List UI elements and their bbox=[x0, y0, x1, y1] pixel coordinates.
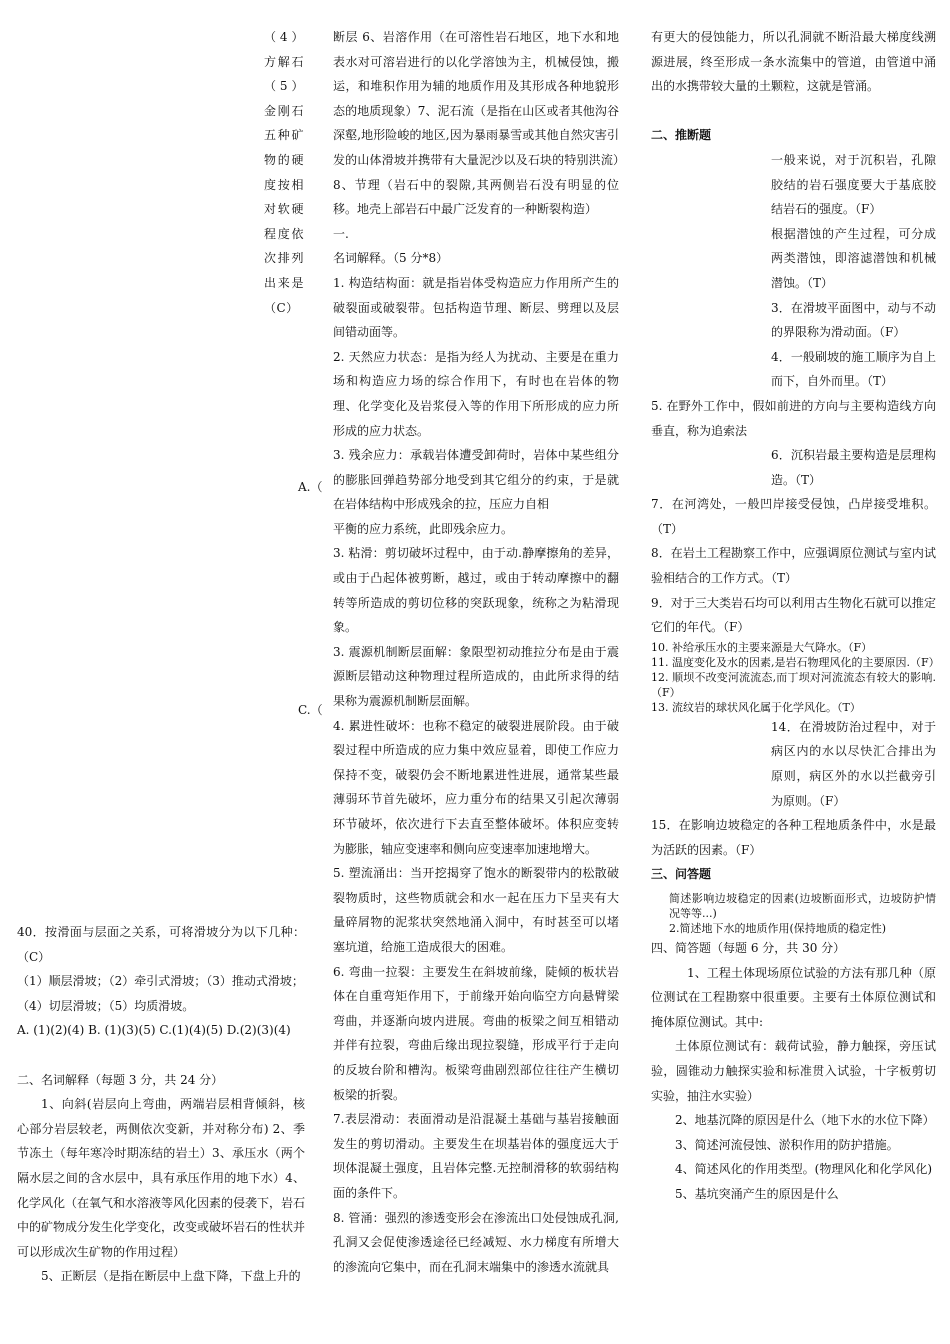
col2-section-number: 一. bbox=[333, 226, 349, 241]
judgement-15: 15．在影响边坡稳定的各种工程地质条件中，水是最为活跃的因素。（F） bbox=[651, 818, 936, 857]
judgement-6: 6．沉积岩最主要构造是层理构造。（T） bbox=[771, 448, 936, 487]
term-bending-tension: 6. 弯曲一拉裂：主要发生在斜坡前缘，陡倾的板状岩体在自重弯矩作用下，于前缘开始向临空方向悬臂梁弯曲，并逐渐向坡内进展。弯曲的板梁之间互相错动并伴有拉裂，弯曲后缘出现拉裂缝，形成平行于走向的反坡台阶和槽沟。板梁弯曲剧烈部位往往产生横切板梁的折裂。 bbox=[333, 964, 619, 1102]
column-right bbox=[651, 25, 940, 1207]
term-plastic-flow: 5. 塑流涌出：当开挖揭穿了饱水的断裂带内的松散破裂物质时，这些物质就会和水一起在压力下呈夹有大量碎屑物的泥浆状突然地涌入洞中，有时甚至可以堵塞坑道，给施工造成很大的困难。 bbox=[333, 866, 619, 954]
term-residual-stress: 3. 残余应力：承载岩体遭受卸荷时，岩体中某些组分的膨胀回弹趋势部分地受到其它组分的约束，于是就在岩体结构中形成残余的拉，压应力自相 bbox=[333, 448, 619, 512]
judgement-2: 根据潜蚀的产生过程，可分成两类潜蚀，即溶滤潜蚀和机械潜蚀。（T） bbox=[771, 226, 936, 290]
judgement-13: 13. 流纹岩的球状风化属于化学风化。（T） bbox=[651, 700, 861, 714]
spacer bbox=[17, 1043, 305, 1068]
section-2-paragraph: 1、向斜(岩层向上弯曲，两端岩层相背倾斜，核心部分岩层较老，两侧依次变新，并对称分布) 2、季节冻土（每年寒冷时期冻结的岩土）3、承压水（两个隔水层之间的含水层中，具有承压作用的地下水）4、化学风化（在氧气和水溶液等风化因素的侵袭下，岩石中的矿物成分发生化学变化，改变或破坏岩石的性状并可以形成次生矿物的作用过程） bbox=[17, 1097, 306, 1259]
judgement-9: 9．对于三大类岩石均可以利用古生物化石就可以推定它们的年代。（F） bbox=[651, 595, 936, 635]
judgement-8: 8．在岩土工程勘察工作中，应强调原位测试与室内试验相结合的工作方式。（T） bbox=[651, 546, 936, 586]
option-a-fragment: A.（ bbox=[298, 480, 323, 494]
judgement-3: 3．在滑坡平面图中，动与不动的界限称为滑动面。（F） bbox=[771, 300, 936, 340]
term-natural-stress: 2. 天然应力状态：是指为经人为扰动、主要是在重力场和构造应力场的综合作用下，有时也在岩体的物理、化学变化及岩浆侵入等的作用下所形成的应力所形成的应力状态。 bbox=[333, 349, 619, 438]
q40-items-1: （1）顺层滑坡；（2）牵引式滑坡；（3）推动式滑坡； bbox=[17, 974, 304, 989]
col3-para-1: 有更大的侵蚀能力，所以孔洞就不断沿最大梯度线溯源进展，终至形成一条水流集中的管道，由管道中涌出的水携带较大量的土颗粒，这就是管涌。 bbox=[651, 30, 936, 94]
term-piping: 8. 管涌：强烈的渗透变形会在渗流出口处侵蚀成孔洞,孔洞又会促使渗透途径已经减短、水力梯度有所增大的渗流向它集中，而在孔洞末端集中的渗透水流就具 bbox=[333, 1210, 619, 1274]
section-2-paragraph-5: 5、正断层（是指在断层中上盘下降，下盘上升的 bbox=[41, 1269, 301, 1284]
section-judgement-title: 二、推断题 bbox=[651, 128, 712, 143]
term-stick-slip: 3. 粘滑：剪切破坏过程中，由于动.静摩擦角的差异，或由于凸起体被剪断，越过，或由于转动摩擦中的翻转等所造成的剪切位移的突跃现象，统称之为粘滑现象。 bbox=[333, 546, 619, 635]
term-structural-plane: 1. 构造结构面：就是指岩体受构造应力作用所产生的破裂面或破裂带。包括构造节理、断层、劈理以及层间错动面等。 bbox=[333, 275, 619, 340]
col2-para-1: 断层 6、岩溶作用（在可溶性岩石地区，地下水和地表水对可溶岩进行的以化学溶蚀为主，机械侵蚀，搬运，和堆积作用为辅的地质作用及其形成各种地貌形态的地质现象）7、泥石流（是指在山区或者其他沟谷深壑,地形险峻的地区,因为暴雨暴雪或其他自然灾害引发的山体滑坡并携带有大量泥沙以及石块的特别洪流）8、节理（岩石中的裂隙,其两侧岩石没有明显的位移。地壳上部岩石中最广泛发育的一种断裂构造） bbox=[333, 30, 619, 217]
term-residual-stress-cont: 平衡的应力系统，此即残余应力。 bbox=[333, 521, 514, 536]
column-left bbox=[17, 920, 305, 1289]
short-answer-1: 1、工程土体现场原位试验的方法有那几种（原位测试在工程勘察中很重要。主要有土体原位测试和掩体原位测试。其中: bbox=[651, 965, 936, 1029]
q40-options: A. (1)(2)(4) B. (1)(3)(5) C.(1)(4)(5) D.(2)(3)(4) bbox=[17, 1023, 291, 1038]
short-answer-4: 4、简述风化的作用类型。(物理风化和化学风化) bbox=[675, 1162, 932, 1177]
short-answer-2: 2、地基沉降的原因是什么（地下水的水位下降） bbox=[675, 1113, 935, 1128]
spacer bbox=[651, 99, 936, 124]
judgement-5: 5. 在野外工作中，假如前进的方向与主要构造线方向垂直，称为追索法 bbox=[651, 398, 936, 438]
judgement-12: 12. 顺坝不改变河流流态,而丁坝对河流流态有较大的影响.（F） bbox=[651, 670, 936, 699]
q40-items-2: （4）切层滑坡；（5）均质滑坡。 bbox=[17, 998, 195, 1013]
col2-section-title: 名词解释。（5 分*8） bbox=[333, 251, 449, 266]
q40-stem: 40．按滑面与层面之关系，可将滑坡分为以下几种：（C） bbox=[17, 925, 305, 964]
short-answer-5: 5、基坑突涌产生的原因是什么 bbox=[675, 1186, 839, 1201]
section-2-title: 二、名词解释（每题 3 分，共 24 分） bbox=[17, 1072, 224, 1087]
judgement-11: 11. 温度变化及水的因素,是岩石物理风化的主要原因.（F） bbox=[651, 655, 940, 669]
judgement-7: 7．在河湾处，一般凹岸接受侵蚀，凸岸接受堆积。（T） bbox=[651, 497, 936, 536]
term-surface-sliding: 7.表层滑动：表面滑动是沿混凝土基础与基岩接触面发生的剪切滑动。主要发生在坝基岩体的强度远大于坝体混凝土强度，且岩体完整.无控制滑移的软弱结构面的条件下。 bbox=[333, 1112, 619, 1200]
judgement-1: 一般来说，对于沉积岩，孔隙胶结的岩石强度要大于基底胶结岩石的强度。（F） bbox=[771, 152, 936, 217]
judgement-4: 4．一般刷坡的施工顺序为自上而下，自外而里。（T） bbox=[771, 349, 936, 389]
qa-1: 简述影响边坡稳定的因素(边坡断面形式，边坡防护情况等等...) bbox=[669, 892, 936, 920]
qa-2: 2.简述地下水的地质作用(保持地质的稳定性) bbox=[669, 922, 887, 935]
judgement-14: 14．在滑坡防治过程中，对于病区内的水以尽快汇合排出为原则，病区外的水以拦截旁引为原则。（F） bbox=[771, 719, 936, 808]
term-focal-mechanism: 3. 震源机制断层面解：象限型初动推拉分布是由于震源断层错动这种物理过程所造成的，由此所求得的结果称为震源机制断层面解。 bbox=[333, 644, 619, 709]
column-middle bbox=[333, 25, 619, 1279]
section-short-answer-title: 四、简答题（每题 6 分，共 30 分） bbox=[651, 941, 846, 955]
short-answer-1b: 土体原位测试有：载荷试验，静力触探，旁压试验，圆锥动力触探实验和标准贯入试验，十字板剪切实验，抽注水实验） bbox=[651, 1039, 936, 1103]
section-qa-title: 三、问答题 bbox=[651, 867, 712, 882]
term-progressive-failure: 4. 累进性破坏：也称不稳定的破裂进展阶段。由于破裂过程中所造成的应力集中效应显着，即使工作应力保持不变，破裂仍会不断地累进性进展，通常某些最薄弱环节首先破坏，应力重分布的结果又引起次薄弱环节破坏，依次进行下去直至整体破坏。体积应变转为膨胀，轴应变速率和侧向应变速率加速地增大。 bbox=[333, 718, 619, 856]
judgement-10: 10. 补给承压水的主要来源是大气降水。（F） bbox=[651, 640, 873, 654]
col1-vertical-text bbox=[264, 25, 304, 320]
hardness-question-text: （4）方解石（5）金刚石五种矿物的硬度按相对软硬程度依次排列出来是（C） bbox=[264, 30, 304, 315]
short-answer-3: 3、简述河流侵蚀、淤积作用的防护措施。 bbox=[675, 1137, 899, 1152]
option-c-fragment: C.（ bbox=[298, 703, 323, 717]
